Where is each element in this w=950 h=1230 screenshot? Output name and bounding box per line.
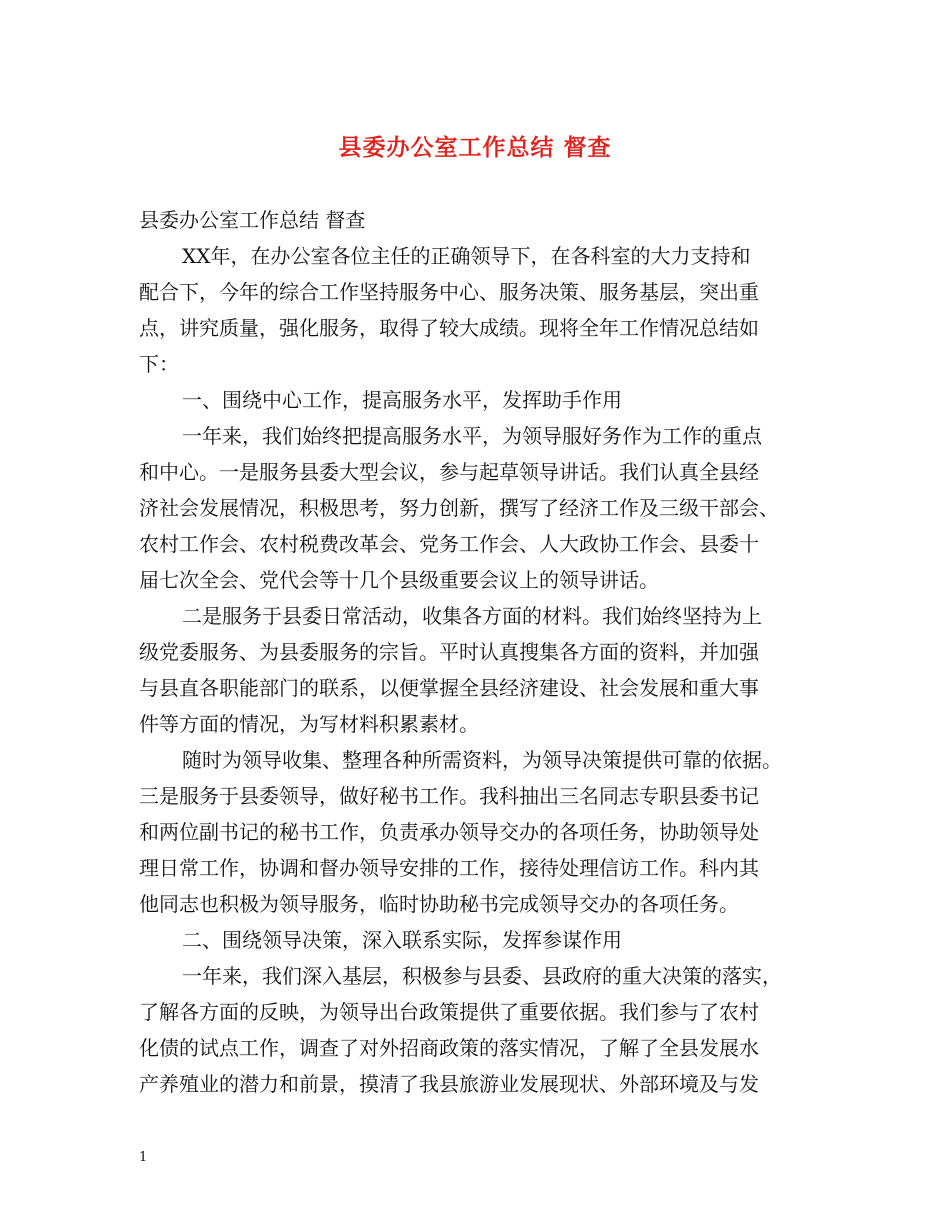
text-line: 三是服务于县委领导，做好秘书工作。我科抽出三名同志专职县委书记 xyxy=(139,784,759,808)
text-line: 点，讲究质量，强化服务，取得了较大成绩。现将全年工作情况总结如 xyxy=(139,316,759,340)
text-line: 一年来，我们深入基层，积极参与县委、县政府的重大决策的落实， xyxy=(182,964,782,988)
text-line: 产养殖业的潜力和前景，摸清了我县旅游业发展现状、外部环境及与发 xyxy=(139,1072,759,1096)
text-line: 理日常工作，协调和督办领导安排的工作，接待处理信访工作。科内其 xyxy=(139,856,759,880)
text-line: 二、围绕领导决策，深入联系实际，发挥参谋作用 xyxy=(182,928,622,952)
text-line: 届七次全会、党代会等十几个县级重要会议上的领导讲话。 xyxy=(139,568,659,592)
text-line: 农村工作会、农村税费改革会、党务工作会、人大政协工作会、县委十 xyxy=(139,532,759,556)
text-line: 件等方面的情况，为写材料积累素材。 xyxy=(139,712,479,736)
text-line: 了解各方面的反映，为领导出台政策提供了重要依据。我们参与了农村 xyxy=(139,1000,759,1024)
text-line: 级党委服务、为县委服务的宗旨。平时认真搜集各方面的资料，并加强 xyxy=(139,640,759,664)
text-line: 一年来，我们始终把提高服务水平，为领导服好务作为工作的重点 xyxy=(182,424,762,448)
text-line: 下： xyxy=(139,352,179,376)
text-line: 他同志也积极为领导服务，临时协助秘书完成领导交办的各项任务。 xyxy=(139,892,739,916)
text-line: 县委办公室工作总结 督查 xyxy=(139,208,366,232)
text-line: 和两位副书记的秘书工作，负责承办领导交办的各项任务，协助领导处 xyxy=(139,820,759,844)
text-line: 一、围绕中心工作，提高服务水平，发挥助手作用 xyxy=(182,388,622,412)
text-line: 配合下，今年的综合工作坚持服务中心、服务决策、服务基层，突出重 xyxy=(139,280,759,304)
text-line: 和中心。一是服务县委大型会议，参与起草领导讲话。我们认真全县经 xyxy=(139,460,759,484)
text-line: 随时为领导收集、整理各种所需资料，为领导决策提供可靠的依据。 xyxy=(182,748,782,772)
document-title: 县委办公室工作总结 督查 xyxy=(338,134,612,161)
text-line: 与县直各职能部门的联系，以便掌握全县经济建设、社会发展和重大事 xyxy=(139,676,759,700)
text-line: XX年，在办公室各位主任的正确领导下，在各科室的大力支持和 xyxy=(182,244,751,268)
text-line: 化债的试点工作，调查了对外招商政策的落实情况，了解了全县发展水 xyxy=(139,1036,759,1060)
text-line: 二是服务于县委日常活动，收集各方面的材料。我们始终坚持为上 xyxy=(182,604,762,628)
document-body xyxy=(139,202,825,1102)
page-number: 1 xyxy=(139,1150,148,1165)
text-line: 济社会发展情况，积极思考，努力创新，撰写了经济工作及三级干部会、 xyxy=(139,496,779,520)
